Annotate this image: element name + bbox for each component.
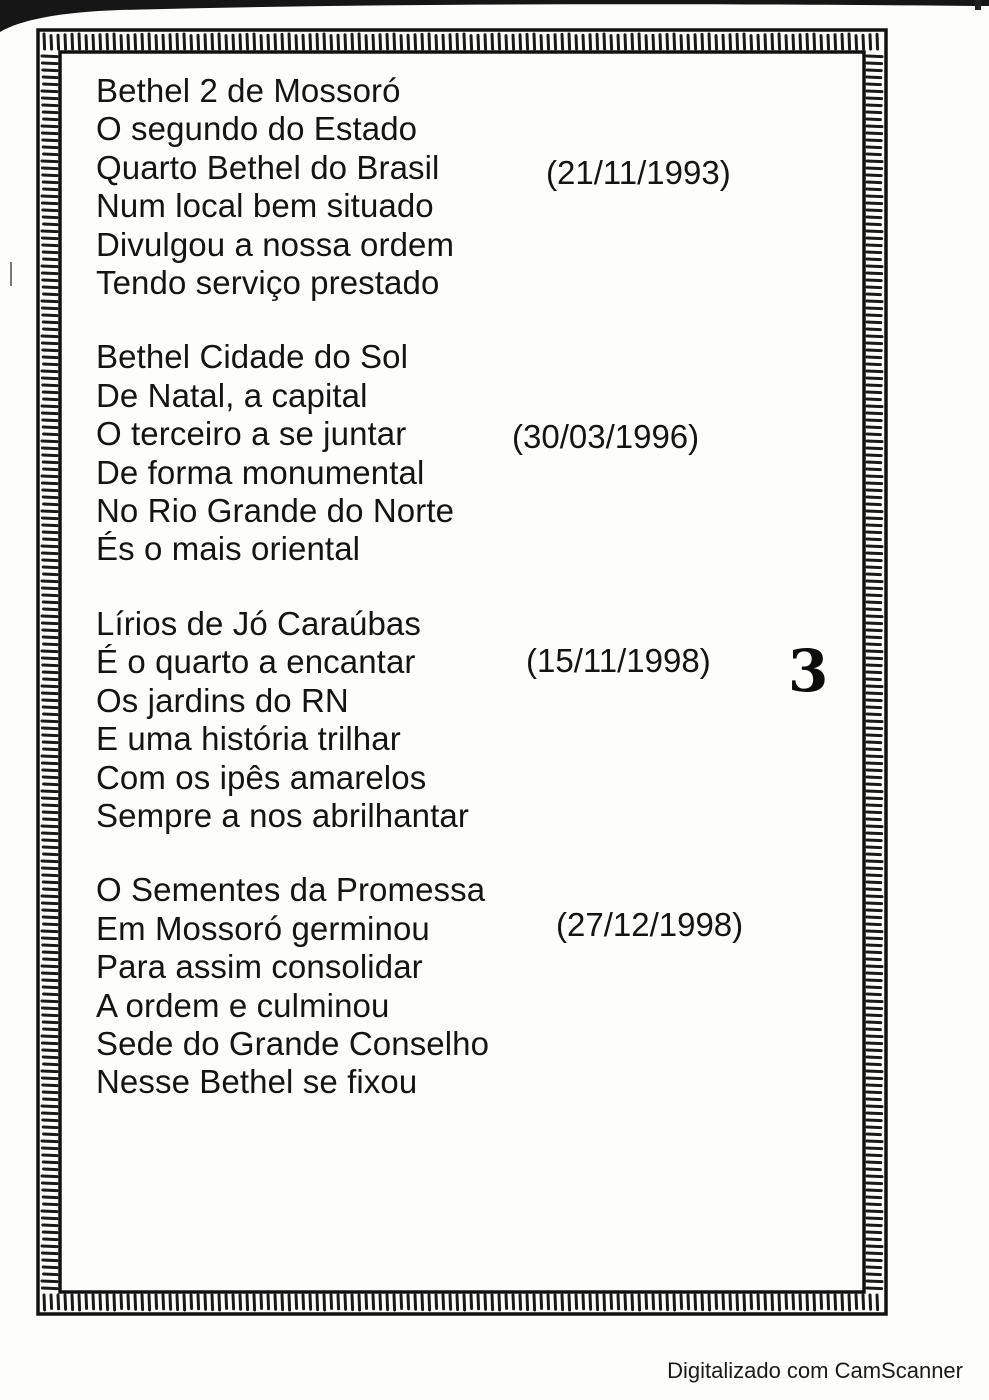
poem-line: Nesse Bethel se fixou <box>96 1063 418 1101</box>
poem-line: Lírios de Jó Caraúbas <box>96 604 421 642</box>
poem-line: Bethel Cidade do Sol <box>96 338 409 376</box>
poem-line: Num local bem situado <box>96 187 434 225</box>
poem-line: Quarto Bethel do Brasil <box>96 148 440 186</box>
stanza <box>96 605 856 835</box>
poem-line: Sempre a nos abrilhantar <box>96 796 469 834</box>
stanza-date: (27/12/1998) <box>556 906 744 943</box>
stanza <box>96 72 856 302</box>
poem-line: Bethel 2 de Mossoró <box>96 72 401 109</box>
poem-body <box>96 72 856 1138</box>
poem-line: E uma história trilhar <box>96 720 401 758</box>
edge-mark <box>10 262 12 286</box>
stanza-date: (21/11/1993) <box>546 154 731 191</box>
poem-line: No Rio Grande do Norte <box>96 492 455 530</box>
camscanner-watermark: Digitalizado com CamScanner <box>667 1358 963 1383</box>
poem-line: Divulgou a nossa ordem <box>96 225 455 263</box>
poem-line: De Natal, a capital <box>96 376 368 414</box>
poem-line: É o quarto a encantar <box>96 643 416 681</box>
poem-line: És o mais oriental <box>96 530 361 568</box>
poem-line: O terceiro a se juntar <box>96 415 407 453</box>
poem-line: A ordem e culminou <box>96 986 390 1024</box>
poem-line: De forma monumental <box>96 453 425 491</box>
corner-mark <box>975 0 981 10</box>
poem-line: O segundo do Estado <box>96 110 418 148</box>
stanza-date: (15/11/1998) <box>526 642 711 679</box>
poem-line: O Sementes da Promessa <box>96 871 486 909</box>
stanza <box>96 338 856 568</box>
poem-line: Com os ipês amarelos <box>96 758 427 796</box>
poem-line: Tendo serviço prestado <box>96 264 440 302</box>
poem-line: Em Mossoró germinou <box>96 909 430 947</box>
page-number: 3 <box>788 637 829 705</box>
poem-line: Os jardins do RN <box>96 681 349 719</box>
stanza-date: (30/03/1996) <box>512 418 700 455</box>
poem-line: Para assim consolidar <box>96 948 423 986</box>
poem-line: Sede do Grande Conselho <box>96 1024 490 1062</box>
